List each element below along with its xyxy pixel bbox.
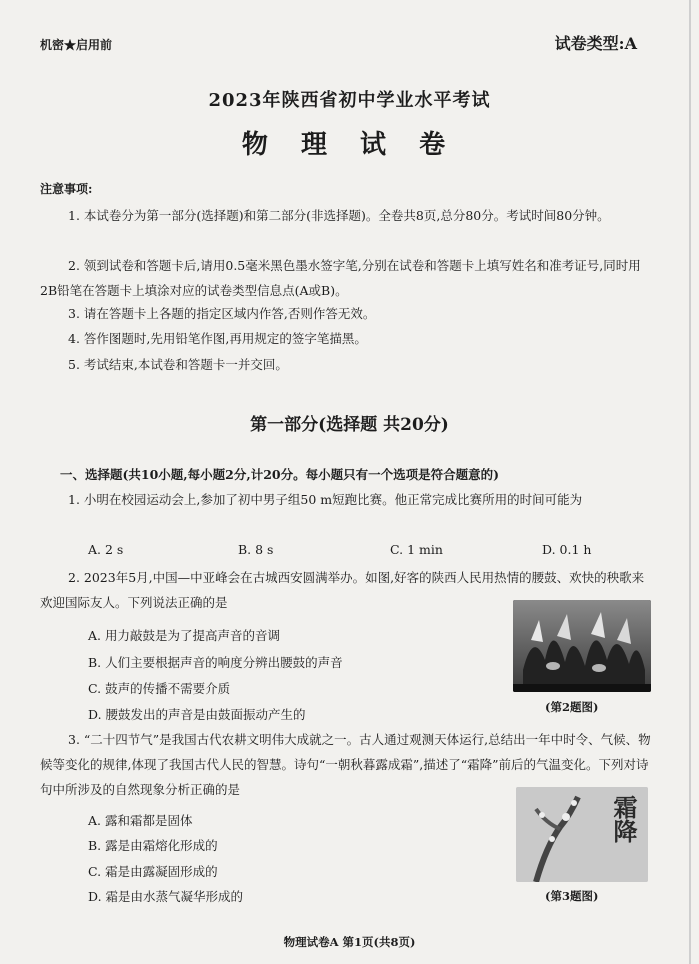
exam-title: 2023年陕西省初中学业水平考试 — [208, 90, 491, 111]
drum-dance-photo-icon — [513, 600, 651, 692]
notice-item-4: 4. 答作图题时,先用铅笔作图,再用规定的签字笔描黑。 — [68, 331, 367, 346]
notice-item-1: 1. 本试卷分为第一部分(选择题)和第二部分(非选择题)。全卷共8页,总分80分。考试时间80分钟。 — [68, 208, 610, 223]
frost-image-text: 霜降 — [609, 795, 638, 843]
q2-stem: 2. 2023年5月,中国—中亚峰会在古城西安圆满举办。如图,好客的陕西人民用热情的腰鼓、欢快的秧歌来欢迎国际友人。下列说法正确的是 — [40, 570, 645, 610]
q3-option-a: A. 露和霜都是固体 — [88, 813, 193, 828]
page-edge-divider — [689, 0, 691, 964]
notice-item-5: 5. 考试结束,本试卷和答题卡一并交回。 — [68, 357, 288, 372]
q3-option-b: B. 露是由霜熔化形成的 — [88, 838, 218, 853]
notice-title: 注意事项: — [40, 182, 93, 196]
notice-item-2: 2. 领到试卷和答题卡后,请用0.5毫米黑色墨水签字笔,分别在试卷和答题卡上填写姓名和准考证号,同时用2B铅笔在答题卡上填涂对应的试卷类型信息点(A或B)。 — [40, 258, 641, 298]
q3-figure-caption: (第3题图) — [545, 889, 599, 903]
q1-option-a: A. 2 s — [88, 542, 124, 557]
q1-option-b: B. 8 s — [238, 542, 274, 557]
subject-title: 物 理 试 卷 — [241, 130, 458, 160]
q3-stem: 3. “二十四节气”是我国古代农耕文明伟大成就之一。古人通过观测天体运行,总结出一年中时令、气候、物候等变化的规律,体现了我国古代人民的智慧。诗句“一朝秋暮露成霜”,描述了“霜降”前后的气温变化。下列对诗句中所涉及的自然现象分析正确的是 — [40, 732, 651, 797]
q1-option-c: C. 1 min — [390, 542, 443, 557]
paper-type-label: 试卷类型:A — [554, 34, 637, 53]
q3-option-c: C. 霜是由露凝固形成的 — [88, 864, 218, 879]
confidential-label: 机密★启用前 — [40, 38, 113, 52]
part1-title: 第一部分(选择题 共20分) — [250, 415, 449, 435]
q3-option-d: D. 霜是由水蒸气凝华形成的 — [88, 889, 244, 904]
q2-option-b: B. 人们主要根据声音的响度分辨出腰鼓的声音 — [88, 655, 343, 670]
page-footer: 物理试卷A 第1页(共8页) — [283, 935, 416, 949]
q2-figure-drum-dance — [513, 600, 651, 692]
q1-stem: 1. 小明在校园运动会上,参加了初中男子组50 m短跑比赛。他正常完成比赛所用的时间可能为 — [68, 492, 583, 507]
part1-subtitle: 一、选择题(共10小题,每小题2分,计20分。每小题只有一个选项是符合题意的) — [60, 467, 500, 482]
q2-option-d: D. 腰鼓发出的声音是由鼓面振动产生的 — [88, 707, 306, 722]
q3-figure-frost — [516, 787, 648, 882]
notice-item-3: 3. 请在答题卡上各题的指定区域内作答,否则作答无效。 — [68, 306, 376, 321]
q1-option-d: D. 0.1 h — [542, 542, 592, 557]
q2-figure-caption: (第2题图) — [545, 700, 599, 714]
q2-option-c: C. 鼓声的传播不需要介质 — [88, 681, 231, 696]
q2-option-a: A. 用力敲鼓是为了提高声音的音调 — [88, 628, 280, 643]
